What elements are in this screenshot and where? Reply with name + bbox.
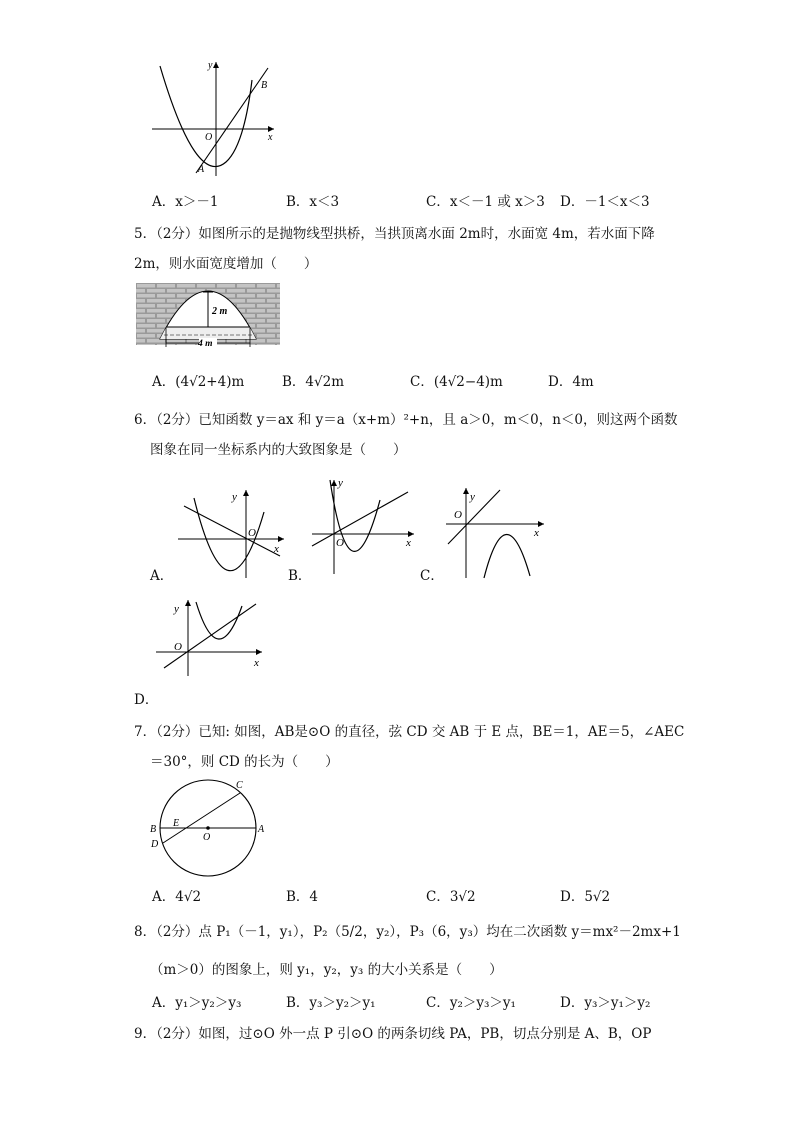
q6c-o: O	[454, 509, 462, 521]
q4-option-a: A．x＞－1	[152, 194, 219, 210]
q6-graph-a	[176, 486, 288, 580]
q6a-o: O	[248, 527, 256, 539]
q5-bridge-figure	[136, 283, 280, 347]
q6b-y: y	[338, 477, 343, 489]
q6-label-c: C．	[420, 568, 444, 584]
q6-line2: 图象在同一坐标系内的大致图象是（ ）	[150, 442, 407, 458]
q9-line1: 9．（2分）如图，过⊙O 外一点 P 引⊙O 的两条切线 PA，PB，切点分别是 A、B，OP	[134, 1026, 652, 1042]
q7-fig-e: E	[173, 818, 180, 829]
q8-option-a: A．y₁＞y₂＞y₃	[152, 995, 242, 1011]
q7-fig-b: B	[150, 824, 157, 835]
q8-option-b: B．y₃＞y₂＞y₁	[286, 995, 376, 1011]
q5-fig-width: 4 m	[198, 339, 213, 347]
q6c-x: x	[534, 527, 539, 539]
q4-fig-b: B	[261, 80, 268, 91]
q6b-x: x	[406, 537, 411, 549]
q4-fig-o: O	[205, 132, 213, 143]
q6-label-a: A．	[150, 568, 174, 584]
q8-line1: 8．（2分）点 P₁（－1，y₁），P₂（5/2，y₂），P₃（6，y₃）均在二次函数 y＝mx²－2mx+1	[134, 924, 681, 940]
q6-graph-c	[444, 486, 548, 580]
q4-option-c: C．x＜－1 或 x＞3	[426, 194, 545, 210]
q6-graph-b	[310, 476, 420, 576]
q4-figure	[148, 58, 278, 178]
q5-line2: 2m，则水面宽度增加（ ）	[134, 256, 318, 272]
q8-option-d: D．y₃＞y₁＞y₂	[560, 995, 651, 1011]
q7-fig-o: O	[203, 832, 211, 843]
q4-fig-y: y	[208, 60, 213, 71]
q4-option-b: B．x＜3	[286, 194, 340, 210]
q4-fig-a: A	[198, 164, 205, 175]
q6d-x: x	[254, 657, 259, 669]
q5-option-c: C．(4√2−4)m	[410, 374, 503, 390]
q5-option-d: D．4m	[548, 374, 594, 390]
q6b-o: O	[336, 537, 344, 549]
q6d-o: O	[174, 641, 182, 653]
q6d-y: y	[174, 603, 179, 615]
q6a-x: x	[274, 543, 279, 555]
q5-line1: 5．（2分）如图所示的是抛物线型拱桥，当拱顶离水面 2m时，水面宽 4m，若水面下降	[134, 226, 655, 242]
q6-graph-d	[152, 598, 266, 678]
q8-option-c: C．y₂＞y₃＞y₁	[426, 995, 516, 1011]
q7-option-a: A．4√2	[152, 889, 202, 905]
q6a-y: y	[232, 491, 237, 503]
q5-option-b: B．4√2m	[282, 374, 345, 390]
q4-option-d: D．－1＜x＜3	[560, 194, 650, 210]
q7-circle-figure	[146, 776, 272, 880]
q7-fig-d: D	[151, 839, 159, 850]
q5-fig-height: 2 m	[212, 306, 228, 317]
q7-fig-c: C	[236, 780, 243, 791]
q6-label-b: B．	[288, 568, 312, 584]
q7-line2: ＝30°，则 CD 的长为（ ）	[150, 754, 339, 770]
q6-label-d: D．	[134, 692, 159, 708]
q7-option-b: B．4	[286, 889, 319, 905]
q6c-y: y	[470, 491, 475, 503]
q7-option-c: C．3√2	[426, 889, 476, 905]
q7-line1: 7．（2分）已知: 如图，AB是⊙O 的直径，弦 CD 交 AB 于 E 点，BE＝1，AE＝5，∠AEC	[134, 724, 685, 740]
q7-option-d: D．5√2	[560, 889, 611, 905]
q4-fig-x: x	[268, 132, 273, 143]
q7-fig-a: A	[258, 824, 265, 835]
q5-option-a: A．(4√2+4)m	[152, 374, 245, 390]
q6-line1: 6．（2分）已知函数 y＝ax 和 y＝a（x+m）²+n，且 a＞0，m＜0，n＜0，则这两个函数	[134, 412, 678, 428]
q8-line2: （m＞0）的图象上，则 y₁，y₂，y₃ 的大小关系是（ ）	[150, 962, 503, 978]
